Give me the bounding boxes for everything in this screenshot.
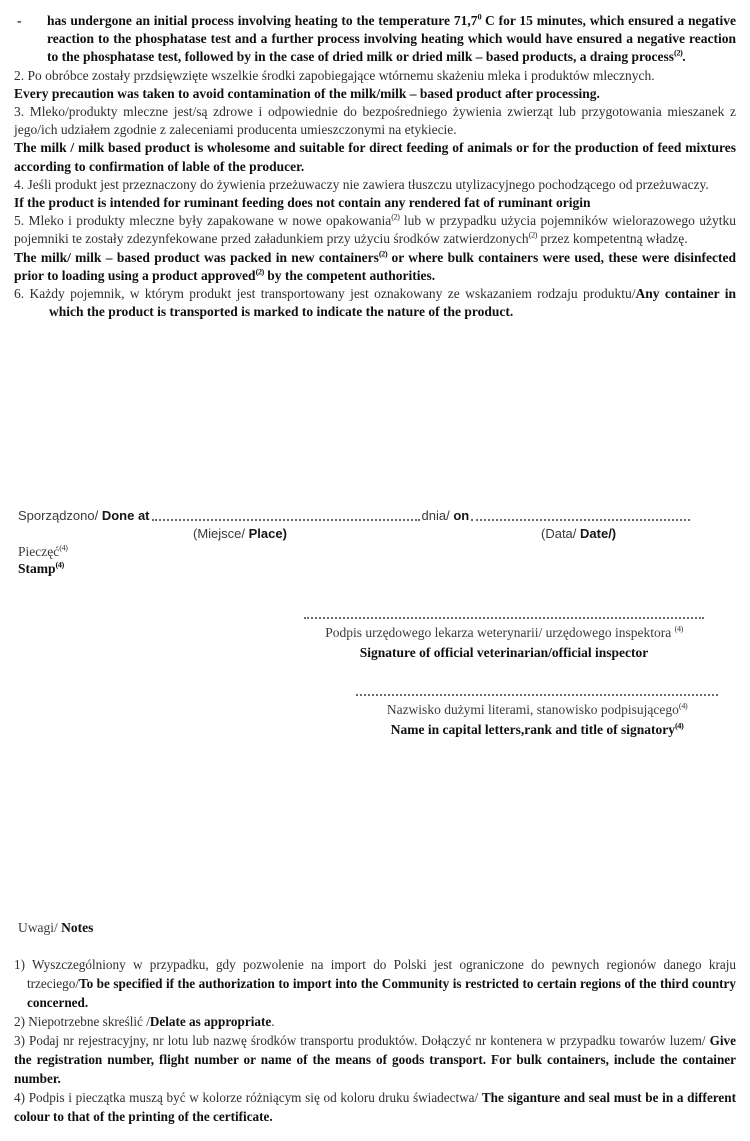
body-paragraph (14, 249, 736, 285)
footnote-ref: (2) (255, 267, 264, 277)
signatory-name-block (356, 694, 718, 739)
stamp-label-pl-text: Pieczęć (18, 544, 60, 559)
place-caption-pl: (Miejsce/ (193, 526, 249, 541)
text-segment: 4) Podpis i pieczątka muszą być w kolorze różniącym się od koloru druku świadectwa/ (14, 1090, 482, 1105)
body-paragraph (14, 85, 736, 103)
footnote-ref: (2) (391, 212, 400, 222)
date-caption-en: Date/) (580, 526, 617, 541)
text-segment: Delate as appropriate (149, 1014, 272, 1029)
footnote-ref: (2) (674, 48, 683, 58)
body-paragraph (14, 212, 736, 248)
text-segment: 1) Wyszczególniony w przypadku, gdy pozwolenie na import do Polski jest ograniczone do pewnych regionów danego kraju trzeciego/ (14, 957, 736, 991)
text-segment: C for 15 minutes, which ensured a negative reaction to the phosphatase test and a further process involving heating which would have ensured a negative reaction to the phosphatase test, followed by in the case of dried milk or dried milk – based products, a draing process (47, 13, 736, 65)
body-paragraph (14, 176, 736, 194)
on-label-en: on (453, 508, 470, 523)
footnote-ref: 0 (477, 12, 482, 22)
date-caption-pl: (Data/ (541, 526, 581, 541)
veterinarian-signature-caption-en: Signature of official veterinarian/official inspector (359, 644, 649, 660)
text-segment: 6. Każdy pojemnik, w którym produkt jest transportowany jest oznakowany ze wskazaniem rodzaju produktu/ (14, 286, 636, 302)
on-label (422, 508, 470, 523)
done-at-label (18, 508, 150, 523)
signatory-name-caption-en (356, 720, 718, 740)
text-segment: . (271, 1014, 275, 1029)
body-paragraph (14, 103, 736, 139)
footnotes-list (14, 955, 736, 1126)
text-segment: Give the registration number, flight number or name of the means of goods transport. For bulk containers, include the container number. (14, 1033, 736, 1086)
signatory-name-line (356, 694, 718, 698)
done-at-label-pl: Sporządzono/ (18, 508, 102, 523)
footnote-item (14, 1088, 736, 1126)
footnote-ref: (2) (378, 249, 388, 259)
stamp-label-en (18, 561, 64, 577)
footnote-ref: (2) (528, 230, 537, 240)
veterinarian-signature-caption-pl (304, 623, 704, 643)
signatory-name-footnote-ref-en: (4) (674, 721, 684, 730)
text-segment: To be specified if the authorization to import into the Community is restricted to certain regions of the third country concerned. (27, 976, 736, 1010)
stamp-label-pl-footnote-ref: (4) (59, 543, 68, 553)
text-segment: lub w przypadku użycia pojemników wielorazowego użytku pojemniki te zostały zdezynfekowane przed załadunkiem przy użyciu środków zatwierdzonych (14, 213, 737, 247)
stamp-label-en-text: Stamp (18, 561, 56, 576)
text-segment: Any container in which the product is transported is marked to indicate the nature of the product. (49, 286, 736, 320)
veterinarian-signature-caption-pl-text: Podpis urzędowego lekarza weterynarii/ urzędowego inspektora (325, 625, 675, 640)
text-segment: 4. Jeśli produkt jest przeznaczony do żywienia przeżuwaczy nie zawiera tłuszczu utylizacyjnego pochodzącego od przeżuwaczy. (14, 176, 709, 192)
text-segment: has undergone an initial process involving heating to the temperature 71,7 (47, 13, 478, 28)
signatory-name-caption-pl-text: Nazwisko dużymi literami, stanowisko podpisującego (386, 702, 679, 717)
signatory-name-caption-pl (356, 700, 718, 720)
text-segment: 5. Mleko i produkty mleczne były zapakowane w nowe opakowania (14, 213, 392, 229)
text-segment: The milk / milk based product is wholesome and suitable for direct feeding of animals or for the production of feed mixtures according to confirmation of lable of the producer. (14, 140, 736, 174)
notes-header (18, 920, 93, 936)
footnote-item (14, 1012, 736, 1031)
notes-header-en: Notes (61, 920, 94, 935)
body-paragraph (14, 139, 736, 175)
veterinarian-signature-footnote-ref: (4) (674, 624, 683, 634)
veterinarian-signature-line (304, 617, 704, 621)
text-segment: 2) Niepotrzebne skreślić / (14, 1014, 150, 1029)
notes-header-pl: Uwagi/ (18, 920, 62, 935)
text-segment: 2. Po obróbce zostały przdsięwzięte wszelkie środki zapobiegające wtórnemu skażeniu mleka i produktów mlecznych. (14, 67, 655, 83)
done-at-label-en: Done at (101, 508, 150, 523)
signatory-name-footnote-ref-pl: (4) (678, 701, 688, 711)
stamp-label-pl (18, 544, 67, 560)
done-at-line (18, 508, 692, 523)
body-paragraph (14, 285, 736, 321)
text-segment: The milk/ milk – based product was packed in new containers (14, 249, 379, 265)
list-dash-marker: - (17, 13, 22, 28)
place-caption (193, 526, 287, 541)
text-segment: by the competent authorities. (263, 267, 436, 283)
text-segment: The siganture and seal must be in a different colour to that of the printing of the certificate. (14, 1090, 736, 1124)
place-fill-in-line (152, 509, 420, 521)
text-segment: przez kompetentną władzę. (536, 231, 688, 247)
body-paragraph (14, 194, 736, 212)
text-segment: . (682, 49, 686, 65)
text-segment: If the product is intended for ruminant feeding does not contain any rendered fat of ruminant origin (14, 195, 591, 211)
text-segment: 3) Podaj nr rejestracyjny, nr lotu lub nazwę środków transportu produktów. Dołączyć nr kontenera w przypadku towarów luzem/ (14, 1033, 710, 1048)
text-segment: or where bulk containers were used, these were disinfected prior to loading using a product approved (14, 249, 736, 283)
footnote-item (14, 955, 736, 1012)
footnote-item (14, 1031, 736, 1088)
place-caption-en: Place) (248, 526, 287, 541)
signatory-name-caption-en-text: Name in capital letters,rank and title of signatory (390, 721, 675, 737)
date-fill-in-line (471, 509, 690, 521)
body-paragraph (14, 67, 736, 85)
veterinarian-signature-block (304, 617, 704, 662)
on-label-pl: dnia/ (421, 508, 454, 523)
date-caption (541, 526, 616, 541)
certificate-clauses (14, 12, 736, 321)
stamp-label-en-footnote-ref: (4) (55, 560, 64, 570)
text-segment: 3. Mleko/produkty mleczne jest/są zdrowe i odpowiednie do bezpośredniego żywienia zwierząt lub przygotowania mieszanek z jego/ich udziałem zgodnie z zaleceniami producenta umieszczonymi na etykiecie. (14, 104, 736, 138)
body-paragraph (14, 12, 736, 67)
text-segment: Every precaution was taken to avoid contamination of the milk/milk – based product after processing. (14, 85, 600, 101)
